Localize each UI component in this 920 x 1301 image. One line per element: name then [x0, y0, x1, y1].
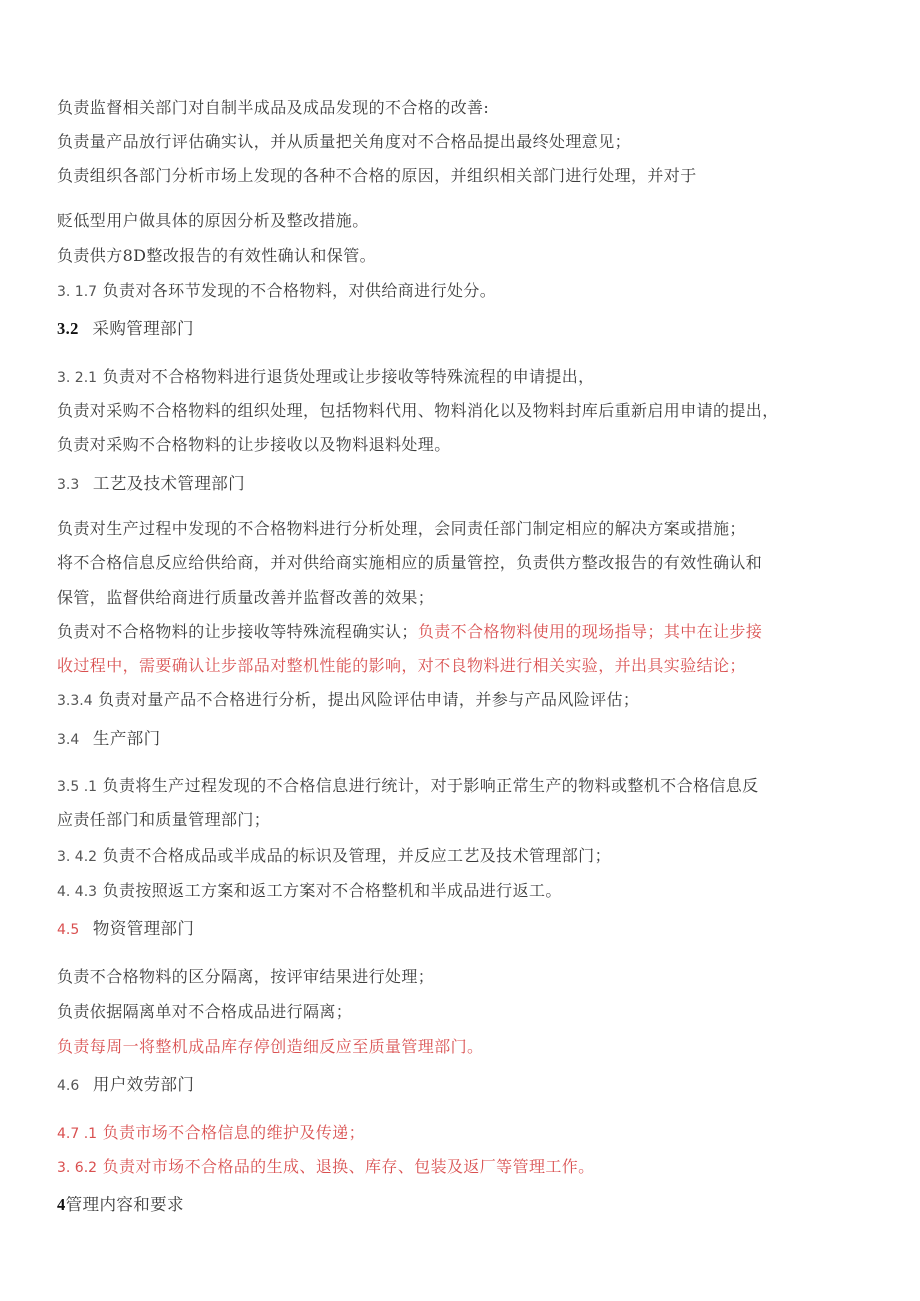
section-number: 4.5	[57, 922, 80, 938]
numbered-item: 3.3.4 负责对量产品不合格进行分析，提出风险评估申请，并参与产品风险评估；	[57, 690, 640, 709]
section-title: 物资管理部门	[92, 919, 195, 938]
numbered-item: 3. 1.7 负责对各环节发现的不合格物料，对供给商进行处分。	[57, 281, 497, 300]
section-title: 用户效劳部门	[92, 1075, 195, 1094]
item-number: 3.5 .1	[57, 779, 98, 795]
section-number: 3.2	[57, 319, 79, 338]
paragraph-line: 负责量产品放行评估确实认，并从质量把关角度对不合格品提出最终处理意见；	[57, 132, 632, 151]
item-number: 3. 6.2	[57, 1160, 98, 1176]
paragraph-line: 负责供方8D整改报告的有效性确认和保管。	[57, 246, 377, 265]
highlighted-line: 负责每周一将整机成品库存停创造细反应至质量管理部门。	[57, 1037, 484, 1056]
section-number: 3.4	[57, 732, 80, 748]
item-number: 3.3.4	[57, 693, 93, 709]
section-title: 工艺及技术管理部门	[92, 474, 246, 493]
numbered-item: 3.5 .1 负责将生产过程发现的不合格信息进行统计，对于影响正常生产的物料或整机不合格信息反	[57, 776, 759, 795]
item-number: 3. 2.1	[57, 370, 98, 386]
paragraph-line: 负责对采购不合格物料的让步接收以及物料退料处理。	[57, 435, 451, 454]
section-title: 采购管理部门	[92, 319, 194, 338]
numbered-item: 3. 4.2 负责不合格成品或半成品的标识及管理，并反应工艺及技术管理部门；	[57, 846, 611, 865]
section-heading-4-6	[57, 1074, 880, 1097]
numbered-item: 4. 4.3 负责按照返工方案和返工方案对不合格整机和半成品进行返工。	[57, 881, 562, 900]
paragraph-line: 负责对不合格物料的让步接收等特殊流程确实认；负责不合格物料使用的现场指导；其中在让步接	[57, 622, 763, 641]
section-heading-3-4	[57, 728, 880, 751]
section-heading-3-3	[57, 473, 880, 496]
paragraph-line: 贬低型用户做具体的原因分析及整改措施。	[57, 211, 369, 230]
paragraph-line: 将不合格信息反应给供给商，并对供给商实施相应的质量管控，负责供方整改报告的有效性确认和	[57, 553, 763, 572]
section-title: 生产部门	[92, 729, 161, 748]
paragraph-line: 负责组织各部门分析市场上发现的各种不合格的原因，并组织相关部门进行处理，并对于	[57, 166, 697, 185]
highlighted-numbered-item: 4.7 .1 负责市场不合格信息的维护及传递；	[57, 1123, 365, 1142]
paragraph-line: 应责任部门和质量管理部门；	[57, 810, 271, 829]
section-number: 3.3	[57, 477, 80, 493]
item-number: 4. 4.3	[57, 884, 98, 900]
highlighted-numbered-item: 3. 6.2 负责对市场不合格品的生成、退换、库存、包装及返厂等管理工作。	[57, 1157, 595, 1176]
paragraph-line: 负责依据隔离单对不合格成品进行隔离；	[57, 1002, 353, 1021]
section-number: 4.6	[57, 1078, 80, 1094]
paragraph-line: 保管，监督供给商进行质量改善并监督改善的效果；	[57, 588, 435, 607]
section-heading-4-5	[57, 918, 880, 941]
paragraph-line: 负责监督相关部门对自制半成品及成品发现的不合格的改善:	[57, 98, 490, 117]
section-heading-3-2	[57, 318, 880, 340]
item-number: 3. 1.7	[57, 284, 98, 300]
item-number: 3. 4.2	[57, 849, 98, 865]
section-number: 4	[57, 1195, 66, 1214]
item-number: 4.7 .1	[57, 1126, 98, 1142]
paragraph-line: 负责对生产过程中发现的不合格物料进行分析处理，会同责任部门制定相应的解决方案或措施；	[57, 519, 746, 538]
highlighted-text: 负责不合格物料使用的现场指导；其中在让步接	[417, 622, 763, 641]
numbered-item: 3. 2.1 负责对不合格物料进行退货处理或让步接收等特殊流程的申请提出，	[57, 367, 595, 386]
section-title: 管理内容和要求	[65, 1195, 184, 1214]
section-heading-4	[57, 1194, 880, 1216]
paragraph-line: 负责对采购不合格物料的组织处理，包括物料代用、物料消化以及物料封库后重新启用申请的提出，	[57, 401, 779, 420]
paragraph-line: 负责不合格物料的区分隔离，按评审结果进行处理；	[57, 967, 435, 986]
highlighted-line: 收过程中，需要确认让步部品对整机性能的影响，对不良物料进行相关实验，并出具实验结论；	[57, 656, 746, 675]
